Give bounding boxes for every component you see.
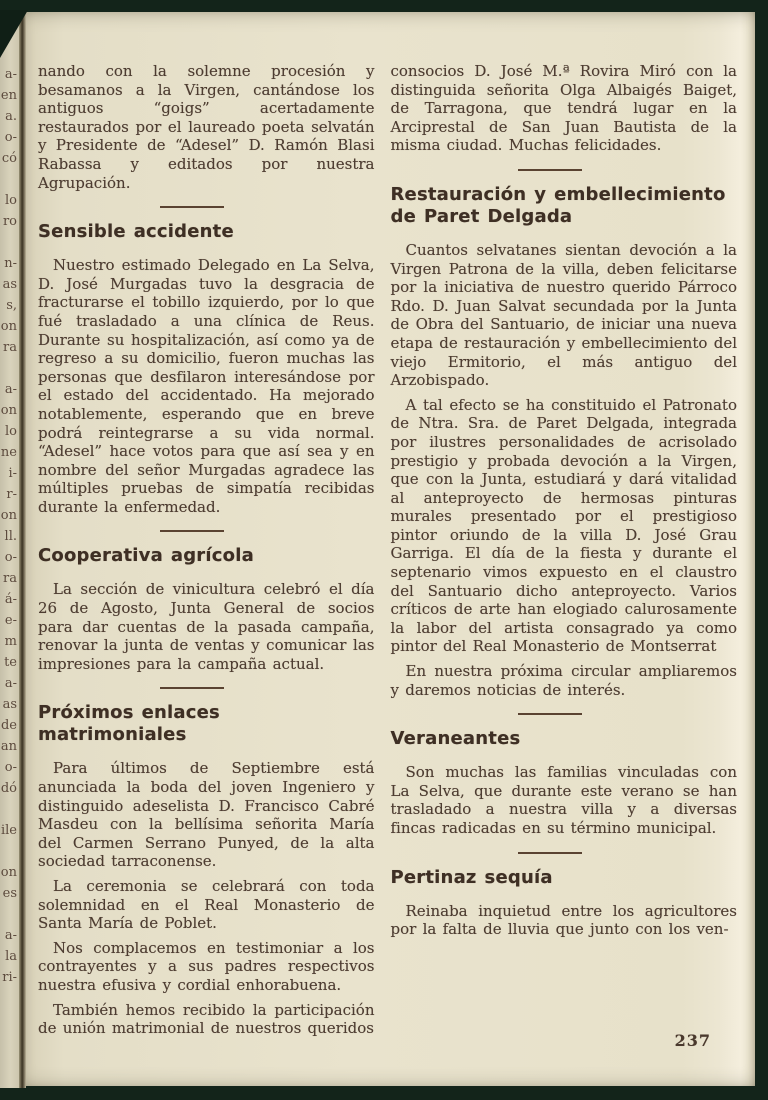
- cutoff-text-fragment: e-: [4, 613, 17, 628]
- paragraph: Reinaba inquietud entre los agricultores por la falta de lluvia que junto con los ven-: [390, 901, 737, 939]
- cutoff-text-fragment: [0, 904, 17, 925]
- cutoff-text-fragment: a-: [4, 382, 17, 397]
- cutoff-text-fragment: a.: [5, 109, 17, 124]
- cutoff-text-fragment: de: [0, 718, 17, 733]
- cutoff-text-fragment: m: [4, 634, 17, 649]
- cutoff-text-fragment: [0, 232, 17, 253]
- paragraph: consocios D. José M.ª Rovira Miró con la distinguida señorita Olga Albaigés Baiget, de Tarragona, que tendrá lugar en la Arciprestal de San Juan Bautista de la misma ciudad. Muchas felicidades.: [390, 62, 737, 155]
- cutoff-text-fragment: o-: [4, 130, 17, 145]
- two-column-text: [26, 12, 755, 1044]
- cutoff-text-fragment: es: [2, 886, 17, 901]
- cutoff-text-fragment: lo: [5, 424, 17, 439]
- paragraph: Son muchas las familias vinculadas con La Selva, que durante este verano se han trasladado a nuestra villa y a diversas fincas radicadas en su término municipal.: [390, 763, 737, 837]
- section-heading: Veraneantes: [390, 728, 521, 750]
- paragraph: La ceremonia se celebrará con toda solemnidad en el Real Monasterio de Santa María de Poblet.: [38, 877, 375, 933]
- cutoff-text-fragment: ll.: [4, 529, 17, 544]
- right-column: [391, 62, 738, 1044]
- section-divider: [160, 206, 224, 208]
- cutoff-text-fragment: ile: [0, 823, 17, 838]
- paragraph: También hemos recibido la participación de unión matrimonial de nuestros queridos: [38, 1000, 375, 1038]
- cutoff-text-fragment: te: [4, 655, 17, 670]
- section-heading: Próximos enlaces matrimoniales: [38, 702, 220, 746]
- cutoff-text-fragment: [0, 169, 17, 190]
- gutter-crease: [19, 10, 26, 1088]
- cutoff-text-fragment: r-: [6, 487, 17, 502]
- magazine-page: [26, 12, 755, 1086]
- cutoff-text-fragment: i-: [8, 466, 17, 481]
- cutoff-text-fragment: a-: [4, 676, 17, 691]
- cutoff-text-fragment: á-: [4, 592, 17, 607]
- section-divider: [518, 169, 582, 171]
- cutoff-text-fragment: on: [0, 865, 17, 880]
- cutoff-text-fragment: ra: [3, 571, 17, 586]
- paragraph: nando con la solemne procesión y besamanos a la Virgen, cantándose los antiguos “goigs” acertadamente restaurados por el laureado poeta selvatán y Presidente de “Adesel” D. Ramón Blasi Rabassa y editados por nuestra Agrupación.: [38, 62, 375, 192]
- cutoff-text-fragment: dó: [0, 781, 17, 796]
- cutoff-text-fragment: a-: [4, 67, 17, 82]
- cutoff-text-fragment: ro: [2, 214, 17, 229]
- section-divider: [160, 687, 224, 689]
- cutoff-text-fragment: s,: [6, 298, 17, 313]
- section-divider: [160, 530, 224, 532]
- cutoff-text-fragment: an: [0, 739, 17, 754]
- section-heading: Restauración y embellecimiento de Paret Delgada: [390, 183, 726, 227]
- section-heading: Pertinaz sequía: [390, 866, 553, 888]
- cutoff-text-fragment: [0, 358, 17, 379]
- left-column: [38, 62, 375, 1044]
- paragraph: Nuestro estimado Delegado en La Selva, D. José Murgadas tuvo la desgracia de fracturarse el tobillo izquierdo, por lo que fué trasladado a una clínica de Reus. Durante su hospitalización, así como ya de regreso a su domicilio, fueron muchas las personas que desfilaron interesándose por el estado del accidentado. Ha mejorado notablemente, esperando que en breve podrá reintegrarse a su vida normal. “Adesel” hace votos para que así sea y en nombre del señor Murgadas agradece las múltiples pruebas de simpatía recibidas durante la enfermedad.: [38, 256, 375, 516]
- paragraph: Cuantos selvatanes sientan devoción a la Virgen Patrona de la villa, deben felicitarse por la iniciativa de nuestro querido Párroco Rdo. D. Juan Salvat secundada por la Junta de Obra del Santuario, de iniciar una nueva etapa de restauración y embellecimiento del viejo Ermitorio, el más antiguo del Arzobispado.: [390, 240, 737, 390]
- cutoff-text-fragment: có: [1, 151, 17, 166]
- cutoff-text-fragment: ra: [3, 340, 17, 355]
- section-divider: [518, 713, 582, 715]
- cutoff-text-fragment: on: [0, 319, 17, 334]
- section-heading: Sensible accidente: [38, 221, 234, 243]
- cutoff-text-fragment: o-: [4, 760, 17, 775]
- cutoff-text-fragment: n-: [4, 256, 17, 271]
- cutoff-text-fragment: [0, 799, 17, 820]
- cutoff-text-fragment: ne: [0, 445, 17, 460]
- paragraph: A tal efecto se ha constituido el Patronato de Ntra. Sra. de Paret Delgada, integrada por ilustres personalidades de acrisolado prestigio y probada devoción a la Virgen, que con la Junta, estudiará y dará vitalidad al anteproyecto de hermosas pinturas murales presentado por el prestigioso pintor oriundo de la villa D. José Grau Garriga. El día de la fiesta y durante el septenario vimos expuesto en el claustro del Santuario dicho anteproyecto. Varios críticos de arte han elogiado calurosamente la labor del artista consagrado ya como pintor del Real Monasterio de Montserrat: [390, 395, 737, 656]
- cutoff-text-fragment: la: [5, 949, 17, 964]
- cutoff-text-fragment: a-: [4, 928, 17, 943]
- cutoff-text-fragment: en: [0, 88, 17, 103]
- page-number: 237: [674, 1031, 711, 1050]
- paragraph: La sección de vinicultura celebró el día 26 de Agosto, Junta General de socios para dar cuentas de la pasada campaña, renovar la junta de ventas y comunicar las impresiones para la campaña actual.: [38, 580, 375, 673]
- paragraph: Nos complacemos en testimoniar a los contrayentes y a sus padres respectivos nuestra efusiva y cordial enhorabuena.: [38, 938, 375, 994]
- facing-page-edge: [0, 10, 19, 1088]
- section-heading: Cooperativa agrícola: [38, 545, 254, 567]
- cutoff-text-fragment: on: [0, 403, 17, 418]
- paragraph: En nuestra próxima circular ampliaremos y daremos noticias de interés.: [390, 662, 737, 699]
- cutoff-text-fragment: ri-: [2, 970, 17, 985]
- cutoff-text-fragment: as: [2, 697, 17, 712]
- section-divider: [518, 852, 582, 854]
- cutoff-text-fragment: as: [2, 277, 17, 292]
- cutoff-text-fragment: on: [0, 508, 17, 523]
- cutoff-text-fragment: o-: [4, 550, 17, 565]
- paragraph: Para últimos de Septiembre está anunciada la boda del joven Ingeniero y distinguido adeselista D. Francisco Cabré Masdeu con la bellísima señorita María del Carmen Serrano Punyed, de la alta sociedad tarraconense.: [38, 759, 375, 871]
- cutoff-text-fragment: lo: [5, 193, 17, 208]
- cutoff-text-fragment: [0, 841, 17, 862]
